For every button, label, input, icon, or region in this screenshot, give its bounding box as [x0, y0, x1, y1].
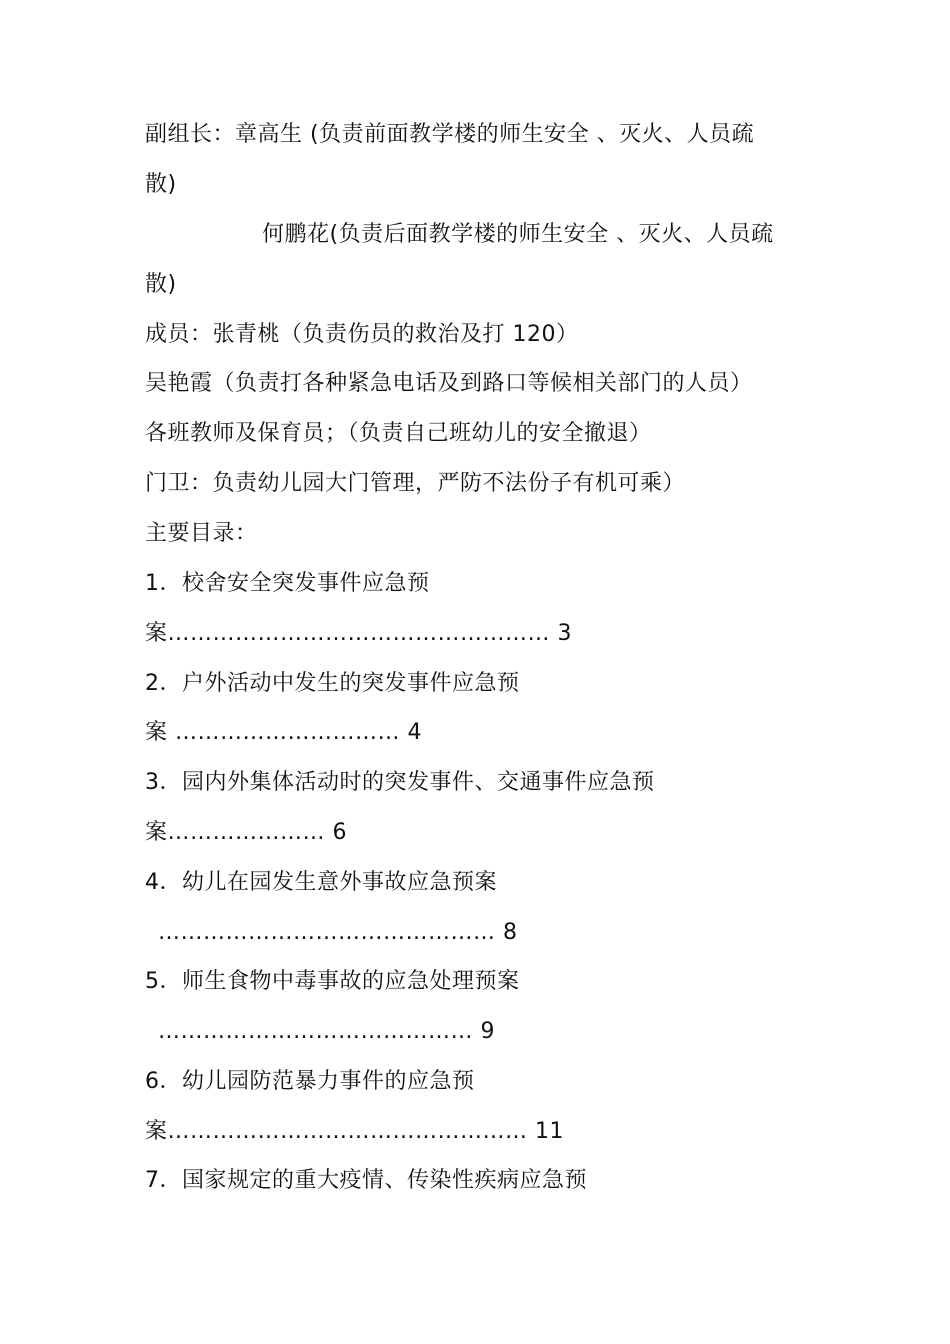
deputy-leader-line: 副组长：章高生 (负责前面教学楼的师生安全 、灭火、人员疏	[145, 122, 755, 147]
guard-line: 门卫：负责幼儿园大门管理，严防不法份子有机可乘）	[145, 471, 686, 496]
toc-item-2-title: 2．户外活动中发生的突发事件应急预	[145, 671, 520, 696]
toc-item-5-page: …………………………………… 9	[158, 1019, 495, 1044]
toc-item-5-title: 5．师生食物中毒事故的应急处理预案	[145, 969, 520, 994]
member-line-3: 各班教师及保育员；（负责自己班幼儿的安全撤退）	[145, 421, 652, 446]
member-line: 成员：张青桃（负责伤员的救治及打 120）	[145, 322, 579, 347]
toc-item-6-page: 案………………………………………… 11	[145, 1119, 564, 1144]
toc-item-4-page: ……………………………………… 8	[158, 920, 518, 945]
deputy-leader-line-cont: 散)	[145, 172, 177, 197]
toc-heading: 主要目录：	[145, 521, 258, 546]
toc-item-4-title: 4．幼儿在园发生意外事故应急预案	[145, 870, 497, 895]
member-line-2: 吴艳霞（负责打各种紧急电话及到路口等候相关部门的人员）	[145, 371, 753, 396]
deputy-leader-2-line: 何鹏花(负责后面教学楼的师生安全 、灭火、人员疏	[262, 222, 774, 247]
toc-item-1-title: 1．校舍安全突发事件应急预	[145, 571, 430, 596]
toc-item-3-title: 3．园内外集体活动时的突发事件、交通事件应急预	[145, 770, 655, 795]
toc-item-3-page: 案………………… 6	[145, 820, 347, 845]
toc-item-7-title: 7．国家规定的重大疫情、传染性疾病应急预	[145, 1168, 587, 1193]
deputy-leader-2-line-cont: 散)	[145, 272, 177, 297]
toc-item-1-page: 案…………………………………………… 3	[145, 621, 572, 646]
toc-item-2-page: 案 ………………………… 4	[145, 720, 422, 745]
toc-item-6-title: 6．幼儿园防范暴力事件的应急预	[145, 1069, 475, 1094]
